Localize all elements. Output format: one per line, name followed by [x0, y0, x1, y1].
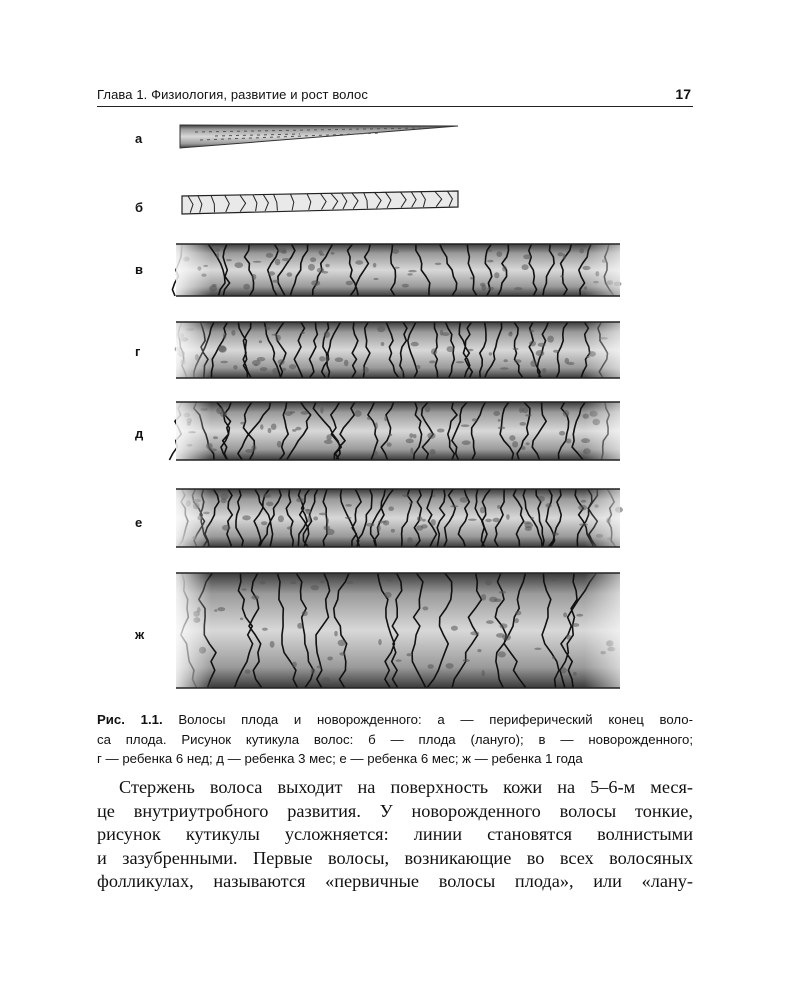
body-line-5: фолликулах, называются «первичные волосы плода», или «лану- — [97, 871, 693, 891]
caption-line-3: г — ребенка 6 нед; д — ребенка 3 мес; е — ребенка 6 мес; ж — ребенка 1 года — [97, 751, 583, 766]
panel-label-e: е — [135, 515, 143, 530]
body-paragraph — [97, 776, 693, 894]
caption-line-2: са плода. Рисунок кутикула волос: б — плода (лануго); в — новорожденного; — [97, 731, 693, 747]
panel-label-v: в — [135, 262, 143, 277]
body-line-3: рисунок кутикулы усложняется: линии становятся волнистыми — [97, 824, 693, 844]
panel-label-g: г — [135, 344, 141, 359]
panel-label-d: д — [135, 426, 144, 441]
figure-caption — [97, 710, 693, 769]
body-line-1: Стержень волоса выходит на поверхность кожи на 5–6-м меся- — [119, 777, 693, 797]
caption-line-1: Волосы плода и новорожденного: а — периферический конец воло- — [162, 712, 693, 727]
hair-lanugo-panel-b — [182, 191, 458, 214]
body-line-2: це внутриутробного развития. У новорожденного волосы тонкие, — [97, 800, 693, 821]
body-line-4: и зазубренными. Первые волосы, возникающие во всех волосяных — [97, 847, 693, 868]
figure-label: Рис. 1.1. — [97, 712, 163, 727]
page-number: 17 — [675, 86, 691, 102]
running-head-title: Глава 1. Физиология, развитие и рост волос — [97, 87, 368, 102]
hair-cuticle-panel-g — [175, 322, 620, 378]
hair-cuticle-panel-v — [172, 244, 621, 296]
panel-label-zh: ж — [135, 627, 145, 642]
panel-label-a: а — [135, 131, 143, 146]
hair-tip-panel-a — [180, 125, 458, 148]
hair-cuticle-panel-e — [176, 489, 623, 547]
hair-cuticle-panel-d — [169, 402, 620, 460]
hair-cuticle-panel-zh — [176, 573, 620, 688]
panel-label-b: б — [135, 200, 144, 215]
